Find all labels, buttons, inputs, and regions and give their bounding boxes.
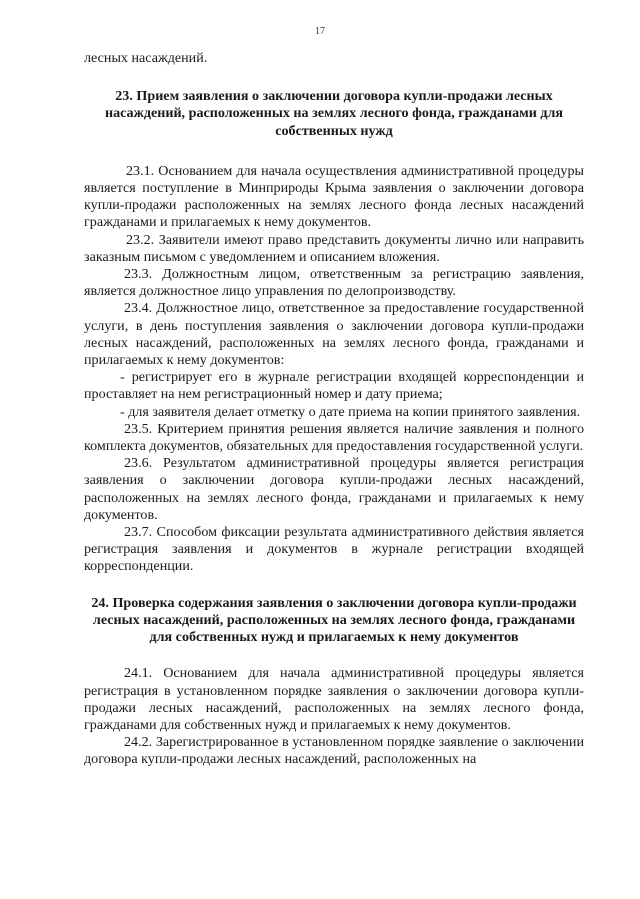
list-item: - для заявителя делает отметку о дате приема на копии принятого заявления. — [120, 403, 581, 420]
paragraph-23-1: 23.1. Основанием для начала осуществления административной процедуры является поступление в Минприроды Крыма заявления о заключении договора купли-продажи расположенных на землях лесного фонда лесных насаждений гражданами и прилагаемых к нему документов. — [84, 162, 584, 231]
page-number: 17 — [315, 26, 325, 37]
paragraph-23-3: 23.3. Должностным лицом, ответственным за регистрацию заявления, является должностное лицо управления по делопроизводству. — [84, 266, 584, 300]
paragraph-24-2: 24.2. Зарегистрированное в установленном порядке заявление о заключении договора купли-продажи лесных насаждений, расположенных на — [84, 734, 584, 768]
paragraph-23-6: 23.6. Результатом административной процедуры является регистрация заявления о заключении договора купли-продажи лесных насаждений, расположенных на землях лесного фонда, гражданами и прилагаемых к нему документов. — [84, 455, 584, 523]
paragraph-23-2: 23.2. Заявители имеют право представить документы лично или направить заказным письмом с уведомлением и описанием вложения. — [84, 231, 584, 265]
document-body — [84, 50, 584, 769]
paragraph-23-5: 23.5. Критерием принятия решения является наличие заявления и полного комплекта документов, обязательных для предоставления государственной услуги. — [84, 420, 584, 455]
list-item: - регистрирует его в журнале регистрации входящей корреспонденции и проставляет на нем регистрационный номер и дату приема; — [84, 369, 584, 403]
continuation-text: лесных насаждений. — [84, 50, 208, 66]
paragraph-24-1: 24.1. Основанием для начала административной процедуры является регистрация в установленном порядке заявления о заключении договора купли-продажи лесных насаждений, расположенных на землях лесного фонда, гражданами для собственных нужд и прилагаемых к нему документов. — [84, 665, 584, 733]
section-24-heading: 24. Проверка содержания заявления о заключении договора купли-продажи лесных насаждений, расположенных на землях лесного фонда, гражданами для собственных нужд и прилагаемых к нему документов — [91, 594, 577, 646]
paragraph-23-4: 23.4. Должностное лицо, ответственное за предоставление государственной услуги, в день поступления заявления о заключении договора купли-продажи лесных насаждений, расположенных на землях лесного фонда, гражданами и прилагаемых к нему документов: — [84, 300, 584, 369]
paragraph-23-7: 23.7. Способом фиксации результата административного действия является регистрация заявления и документов в журнале регистрации входящей корреспонденции. — [84, 524, 584, 575]
section-23-heading: 23. Прием заявления о заключении договора купли-продажи лесных насаждений, расположенных на землях лесного фонда, гражданами для собственных нужд — [104, 88, 564, 139]
